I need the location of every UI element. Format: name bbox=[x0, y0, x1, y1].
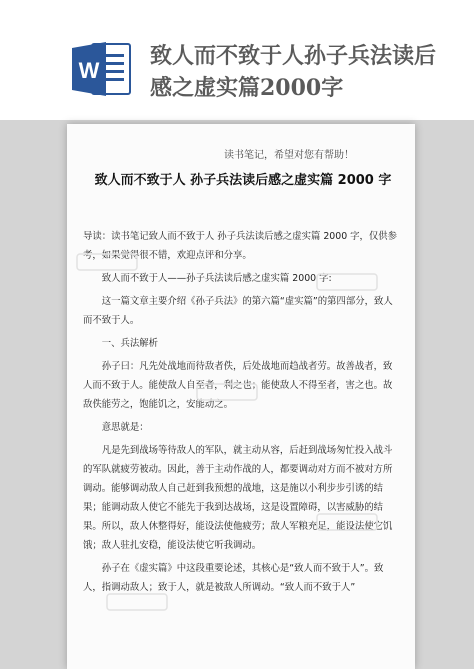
paragraph: 致人而不致于人——孙子兵法读后感之虚实篇 2000 字: bbox=[101, 273, 332, 284]
document-heading: 致人而不致于人 孙子兵法读后感之虚实篇 2000 字 bbox=[94, 173, 392, 188]
paragraph: 孙子曰：凡先处战地而待敌者佚，后处战地而趋战者劳。故善战者，致人而不致于人。能使敌人自至者，利之也；能使敌人不得至者，害之也。故敌佚能劳之，饱能饥之，安能动之。 bbox=[83, 361, 393, 410]
document-page bbox=[67, 124, 415, 669]
paragraph: 孙子在《虚实篇》中这段重要论述，其核心是“致人而不致于人”。致人，指调动敌人；致于人，就是被敌人所调动。“致人而不致于人” bbox=[83, 563, 384, 593]
paragraph: 意思就是： bbox=[101, 422, 149, 433]
svg-text:W: W bbox=[78, 58, 100, 83]
paragraph: 这一篇文章主要介绍《孙子兵法》的第六篇“虚实篇”的第四部分，致人而不致于人。 bbox=[83, 296, 393, 326]
word-document-icon bbox=[70, 40, 132, 98]
header bbox=[0, 0, 474, 120]
paragraph: 凡是先到战场等待敌人的军队，就主动从容，后赶到战场匆忙投入战斗的军队就疲劳被动。因此，善于主动作战的人，都要调动对方而不被对方所调动。能够调动敌人自己赶到我预想的战地，这是施以小利步步引诱的结果；能调动敌人使它不能先于我到达战场，这是设置障碍，以害威胁的结果。所以，敌人休整得好，能设法使他疲劳；敌人军粮充足，能设法使它饥饿；敌人驻扎安稳，能设法使它听我调动。 bbox=[83, 445, 393, 551]
document-body bbox=[83, 227, 401, 601]
page-note: 读书笔记，希望对您有帮助！ bbox=[224, 150, 354, 161]
document-file-title: 致人而不致于人孙子兵法读后感之虚实篇2000字 bbox=[150, 43, 437, 101]
section-heading: 一、兵法解析 bbox=[101, 338, 159, 349]
paragraph: 导读：读书笔记致人而不致于人 孙子兵法读后感之虚实篇 2000 字，仅供参考，如果觉得很不错，欢迎点评和分享。 bbox=[83, 231, 398, 261]
